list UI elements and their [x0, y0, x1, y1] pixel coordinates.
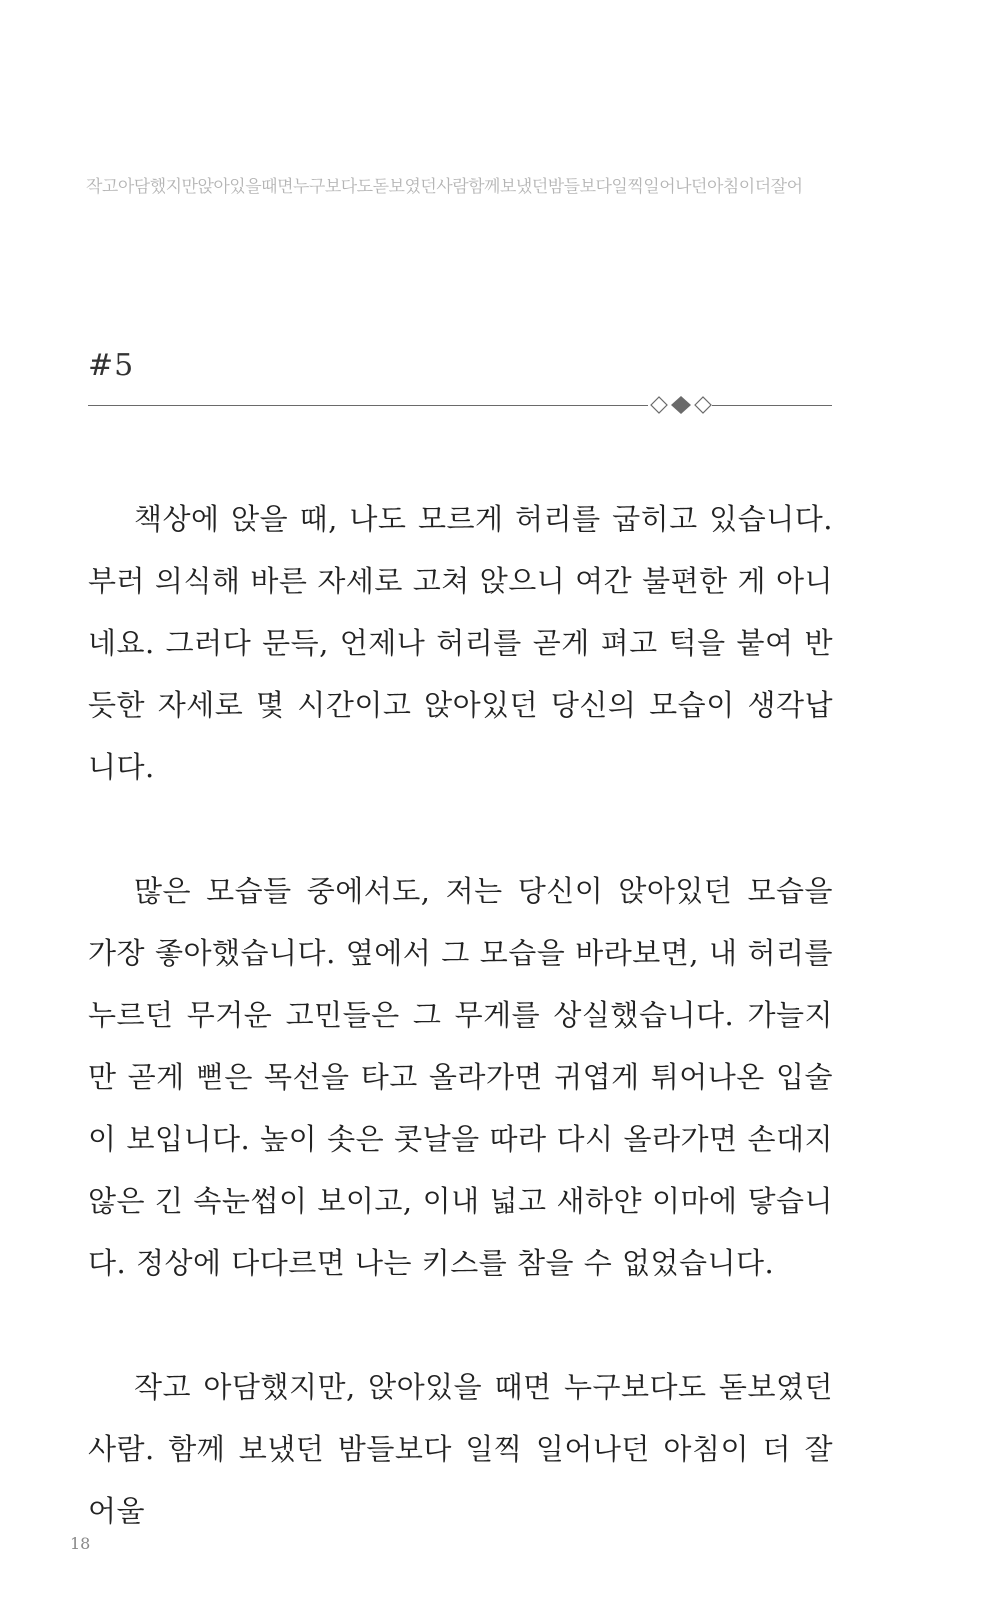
paragraph-3: 작고 아담했지만, 앉아있을 때면 누구보다도 돋보였던 사람. 함께 보냈던 밤들보다 일찍 일어나던 아침이 더 잘 어울 [88, 1370, 833, 1528]
paragraph-2: 많은 모습들 중에서도, 저는 당신이 앉아있던 모습을 가장 좋아했습니다. 옆에서 그 모습을 바라보면, 내 허리를 누르던 무거운 고민들은 그 무게를 상실했습니다. 가늘지만 곧게 뻗은 목선을 타고 올라가면 귀엽게 튀어나온 입술이 보입니다. 높이 솟은 콧날을 따라 다시 올라가면 손대지 않은 긴 속눈썹이 보이고, 이내 넓고 새하얀 이마에 닿습니다. 정상에 다다르면 나는 키스를 참을 수 없었습니다. [88, 874, 833, 1280]
chapter-rule-right [712, 405, 832, 406]
chapter-rule-left [88, 405, 648, 406]
body-text [88, 488, 833, 1604]
running-header: 작고아담했지만앉아있을때면누구보다도돋보였던사람함께보냈던밤들보다일찍일어나던아침이더잘어 [86, 177, 803, 197]
page-number: 18 [70, 1534, 91, 1553]
paragraph-1: 책상에 앉을 때, 나도 모르게 허리를 굽히고 있습니다. 부러 의식해 바른 자세로 고쳐 앉으니 여간 불편한 게 아니네요. 그러다 문득, 언제나 허리를 곧게 펴고 턱을 붙여 반듯한 자세로 몇 시간이고 앉아있던 당신의 모습이 생각납니다. [88, 502, 833, 784]
chapter-number: #5 [88, 348, 135, 383]
diamond-ornament-icon [650, 396, 712, 414]
